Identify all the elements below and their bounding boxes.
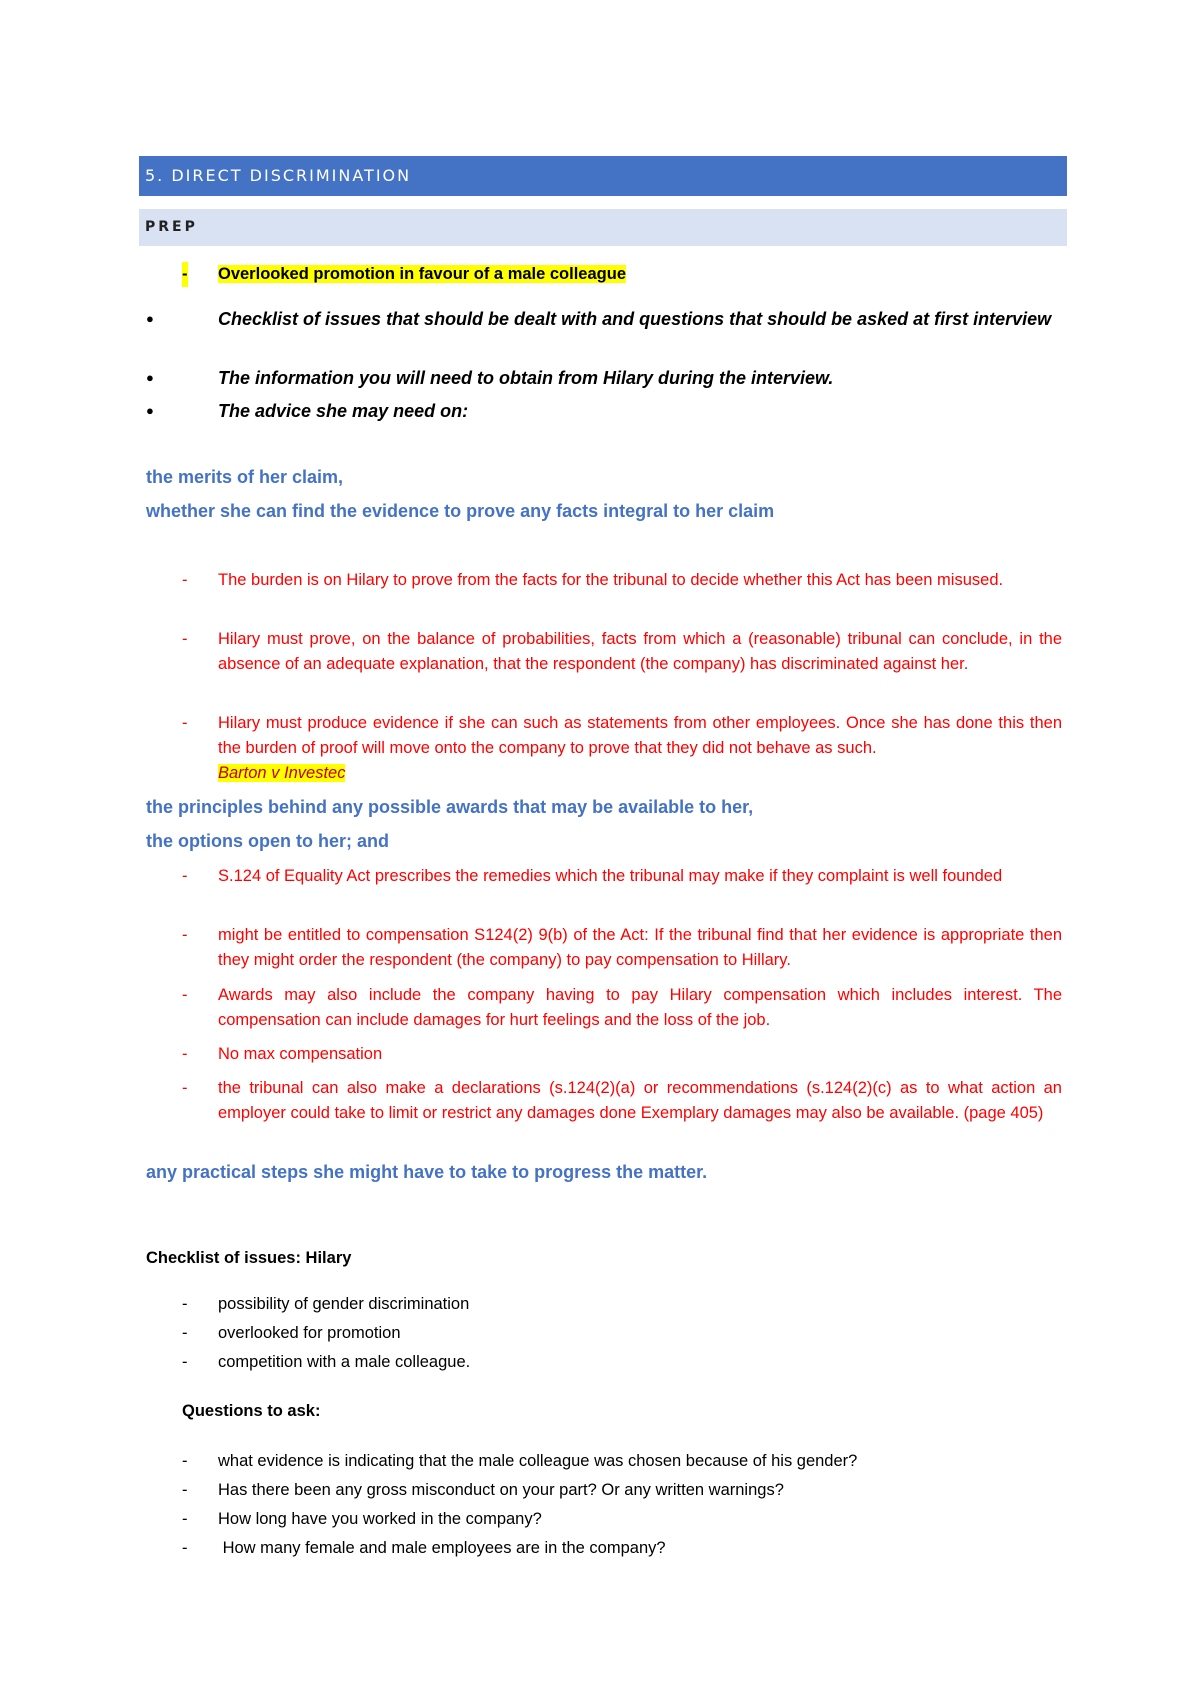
advice-topic-principles: the principles behind any possible awards that may be available to her, bbox=[146, 797, 754, 817]
question-item: - How long have you worked in the company? bbox=[182, 1510, 542, 1528]
section-heading: 5. DIRECT DISCRIMINATION bbox=[139, 156, 1067, 196]
questions-title: Questions to ask: bbox=[182, 1402, 321, 1420]
question-item: - Has there been any gross misconduct on your part? Or any written warnings? bbox=[182, 1481, 784, 1499]
bullet-item: The advice she may need on: bbox=[218, 401, 469, 421]
case-reference: Barton v Investec bbox=[218, 764, 346, 782]
checklist-title: Checklist of issues: Hilary bbox=[146, 1249, 352, 1267]
remedy-point: - might be entitled to compensation S124(2) 9(b) of the Act: If the tribunal find that her evidence is appropriate then they might order the respondent (the company) to pay compensation to Hillary. bbox=[182, 926, 1062, 969]
remedy-point: - the tribunal can also make a declarations (s.124(2)(a) or recommendations (s.124(2)(c) as to what action an employer could take to limit or restrict any damages done Exemplary damages may also be available. (page 405) bbox=[182, 1079, 1062, 1122]
checklist-item: - possibility of gender discrimination bbox=[182, 1295, 470, 1313]
highlight-item bbox=[182, 262, 1062, 287]
checklist-item: - overlooked for promotion bbox=[182, 1324, 401, 1342]
advice-topic-merits: the merits of her claim, bbox=[146, 467, 344, 487]
burden-point: - The burden is on Hilary to prove from the facts for the tribunal to decide whether this Act has been misused. bbox=[182, 571, 1004, 589]
question-item: - How many female and male employees are in the company? bbox=[182, 1539, 666, 1557]
advice-topic-practical: any practical steps she might have to take to progress the matter. bbox=[146, 1162, 708, 1182]
remedy-point: - No max compensation bbox=[182, 1045, 383, 1063]
section-subheading: PREP bbox=[139, 209, 1067, 246]
advice-topic-options: the options open to her; and bbox=[146, 831, 389, 851]
highlight-text: Overlooked promotion in favour of a male colleague bbox=[218, 265, 626, 283]
question-item: - what evidence is indicating that the male colleague was chosen because of his gender? bbox=[182, 1452, 858, 1470]
burden-point: - Hilary must produce evidence if she can such as statements from other employees. Once she has done this then the burden of proof will move onto the company to prove that they did not behave as such. Barton v Investec bbox=[182, 714, 1062, 782]
bullet-item: Checklist of issues that should be dealt with and questions that should be asked at first interview bbox=[218, 309, 1052, 329]
remedy-point: - S.124 of Equality Act prescribes the remedies which the tribunal may make if they complaint is well founded bbox=[182, 867, 1003, 885]
bullet-icon: ● bbox=[146, 370, 154, 385]
remedy-point: - Awards may also include the company having to pay Hilary compensation which includes interest. The compensation can include damages for hurt feelings and the loss of the job. bbox=[182, 986, 1062, 1029]
bullet-icon: ● bbox=[146, 311, 154, 326]
dash-marker: - bbox=[182, 262, 188, 287]
checklist-item: - competition with a male colleague. bbox=[182, 1353, 471, 1371]
burden-point: - Hilary must prove, on the balance of probabilities, facts from which a (reasonable) tribunal can conclude, in the absence of an adequate explanation, that the respondent (the company) has discriminated against her. bbox=[182, 630, 1062, 673]
advice-topic-evidence: whether she can find the evidence to prove any facts integral to her claim bbox=[146, 501, 775, 521]
bullet-icon: ● bbox=[146, 403, 154, 418]
bullet-item: The information you will need to obtain from Hilary during the interview. bbox=[218, 368, 834, 388]
